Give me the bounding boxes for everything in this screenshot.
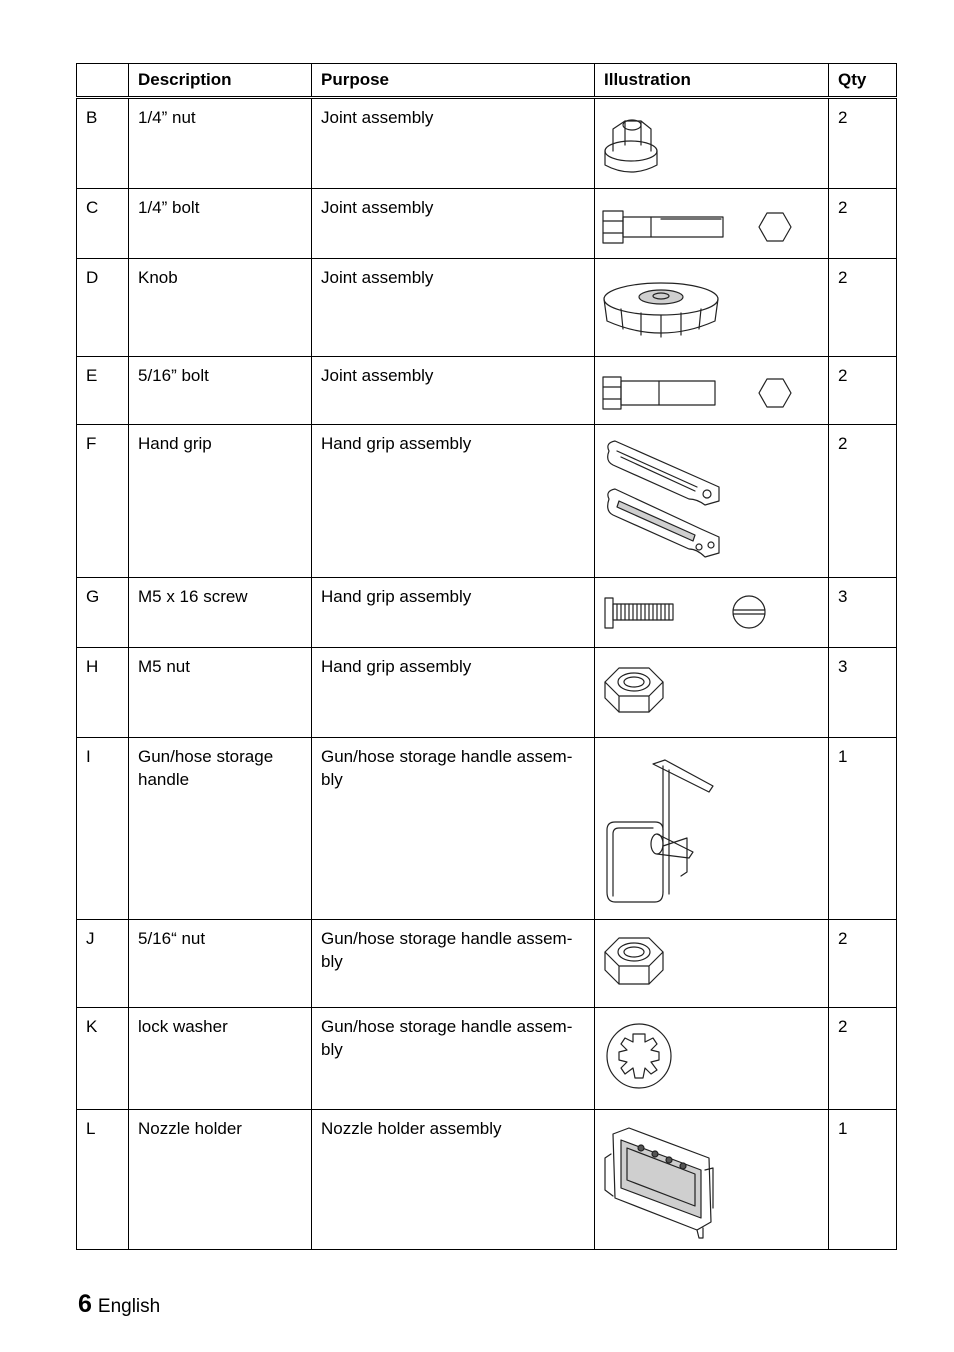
- page-number: 6: [78, 1290, 92, 1318]
- table-row: [77, 425, 897, 578]
- row-id: H: [77, 648, 129, 738]
- row-purpose: Joint assembly: [312, 259, 595, 357]
- row-illustration: [595, 357, 829, 425]
- row-description: 5/16“ nut: [129, 920, 312, 1008]
- screw-icon: [601, 582, 821, 640]
- row-description: M5 x 16 screw: [129, 578, 312, 648]
- hex-bolt-icon: [601, 193, 821, 253]
- page-footer: [78, 1290, 160, 1319]
- table-row: [77, 648, 897, 738]
- row-illustration: [595, 259, 829, 357]
- table-row: [77, 1110, 897, 1250]
- header-illustration: Illustration: [595, 64, 829, 98]
- storage-handle-icon: [601, 742, 821, 914]
- hex-bolt-icon: [601, 361, 821, 419]
- row-qty: 1: [829, 738, 897, 920]
- row-id: C: [77, 189, 129, 259]
- flange-nut-icon: [601, 103, 821, 185]
- parts-table: [76, 63, 897, 1250]
- row-purpose: Gun/hose storage handle assem-bly: [312, 1008, 595, 1110]
- row-purpose: Gun/hose storage handle assem-bly: [312, 920, 595, 1008]
- row-purpose: Hand grip assembly: [312, 425, 595, 578]
- table-row: [77, 1008, 897, 1110]
- table-row: [77, 98, 897, 189]
- row-illustration: [595, 189, 829, 259]
- table-row: [77, 920, 897, 1008]
- footer-language: English: [97, 1296, 161, 1317]
- row-description: Gun/hose storage handle: [129, 738, 312, 920]
- row-id: L: [77, 1110, 129, 1250]
- header-id: [77, 64, 129, 98]
- row-purpose: Joint assembly: [312, 189, 595, 259]
- row-id: J: [77, 920, 129, 1008]
- header-description: Description: [129, 64, 312, 98]
- row-illustration: [595, 1008, 829, 1110]
- row-purpose: Hand grip assembly: [312, 578, 595, 648]
- row-qty: 2: [829, 357, 897, 425]
- row-illustration: [595, 425, 829, 578]
- row-purpose: Gun/hose storage handle assem-bly: [312, 738, 595, 920]
- row-illustration: [595, 98, 829, 189]
- row-id: F: [77, 425, 129, 578]
- header-purpose: Purpose: [312, 64, 595, 98]
- row-description: lock washer: [129, 1008, 312, 1110]
- nozzle-holder-icon: [601, 1114, 821, 1244]
- table-header-row: [77, 64, 897, 98]
- knob-icon: [601, 263, 821, 351]
- hex-nut-icon: [601, 652, 821, 732]
- row-qty: 3: [829, 648, 897, 738]
- row-id: E: [77, 357, 129, 425]
- row-illustration: [595, 738, 829, 920]
- table-row: [77, 189, 897, 259]
- row-description: M5 nut: [129, 648, 312, 738]
- row-qty: 2: [829, 425, 897, 578]
- row-id: D: [77, 259, 129, 357]
- row-purpose: Hand grip assembly: [312, 648, 595, 738]
- row-illustration: [595, 648, 829, 738]
- row-id: K: [77, 1008, 129, 1110]
- hand-grip-icon: [601, 429, 821, 571]
- row-description: Hand grip: [129, 425, 312, 578]
- row-description: Nozzle holder: [129, 1110, 312, 1250]
- row-id: G: [77, 578, 129, 648]
- row-purpose: Nozzle holder assembly: [312, 1110, 595, 1250]
- row-illustration: [595, 920, 829, 1008]
- table-row: [77, 578, 897, 648]
- table-row: [77, 259, 897, 357]
- row-qty: 1: [829, 1110, 897, 1250]
- row-description: Knob: [129, 259, 312, 357]
- row-purpose: Joint assembly: [312, 357, 595, 425]
- table-row: [77, 738, 897, 920]
- table-row: [77, 357, 897, 425]
- row-qty: 2: [829, 189, 897, 259]
- row-description: 5/16” bolt: [129, 357, 312, 425]
- row-description: 1/4” nut: [129, 98, 312, 189]
- row-qty: 2: [829, 259, 897, 357]
- row-purpose: Joint assembly: [312, 98, 595, 189]
- row-id: B: [77, 98, 129, 189]
- row-id: I: [77, 738, 129, 920]
- header-qty: Qty: [829, 64, 897, 98]
- row-qty: 2: [829, 98, 897, 189]
- row-qty: 3: [829, 578, 897, 648]
- hex-nut-icon: [601, 924, 821, 1002]
- row-qty: 2: [829, 1008, 897, 1110]
- row-qty: 2: [829, 920, 897, 1008]
- row-illustration: [595, 1110, 829, 1250]
- lock-washer-icon: [601, 1012, 821, 1104]
- row-illustration: [595, 578, 829, 648]
- row-description: 1/4” bolt: [129, 189, 312, 259]
